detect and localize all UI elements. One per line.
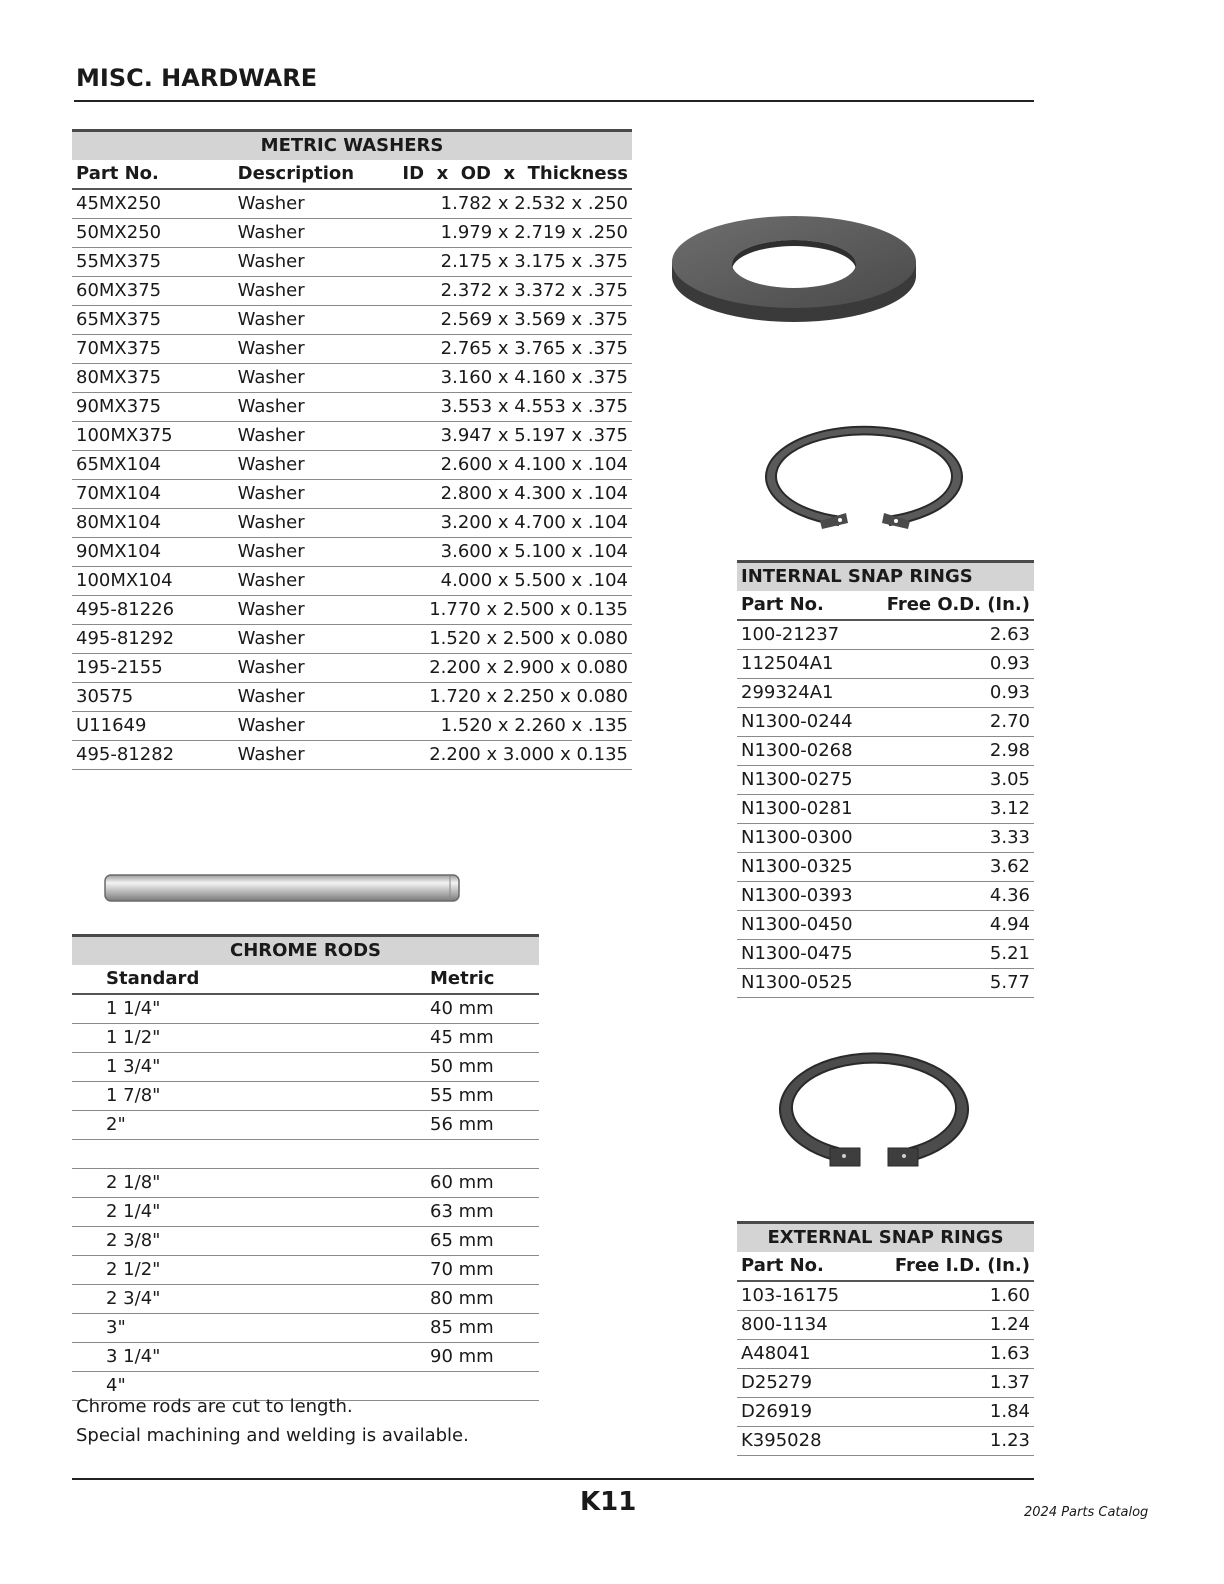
table-cell: 495-81292 — [72, 625, 234, 654]
table-cell: 4.94 — [868, 911, 1034, 940]
table-cell: 1.770 x 2.500 x 0.135 — [398, 596, 632, 625]
table-cell: 1 1/4" — [72, 994, 426, 1024]
column-header-part-no: Part No. — [737, 1252, 863, 1281]
table-cell: 3.12 — [868, 795, 1034, 824]
table-row — [72, 219, 632, 248]
table-row — [737, 882, 1034, 911]
table-row — [737, 1427, 1034, 1456]
title-divider — [74, 100, 1034, 102]
table-cell: A48041 — [737, 1340, 863, 1369]
table-row — [72, 480, 632, 509]
column-header-metric: Metric — [426, 965, 539, 994]
table-cell: Washer — [234, 596, 399, 625]
table-cell: Washer — [234, 712, 399, 741]
internal-snap-rings-table — [737, 560, 1034, 998]
table-cell: 2 1/8" — [72, 1169, 426, 1198]
chrome-rods-note: Special machining and welding is available. — [76, 1425, 469, 1446]
table-cell: 65MX104 — [72, 451, 234, 480]
table-cell: N1300-0325 — [737, 853, 868, 882]
table-row — [737, 620, 1034, 650]
table-cell: 299324A1 — [737, 679, 868, 708]
table-cell: Washer — [234, 248, 399, 277]
table-cell: 100-21237 — [737, 620, 868, 650]
table-cell: Washer — [234, 335, 399, 364]
table-row — [737, 1311, 1034, 1340]
washer-image — [668, 210, 924, 330]
table-row — [72, 189, 632, 219]
table-cell: Washer — [234, 741, 399, 770]
table-cell: 3.553 x 4.553 x .375 — [398, 393, 632, 422]
table-cell: 3" — [72, 1314, 426, 1343]
table-cell: 80MX104 — [72, 509, 234, 538]
table-cell: 2.175 x 3.175 x .375 — [398, 248, 632, 277]
table-cell: Washer — [234, 189, 399, 219]
table-row — [72, 683, 632, 712]
table-cell: 3.160 x 4.160 x .375 — [398, 364, 632, 393]
table-cell: D26919 — [737, 1398, 863, 1427]
table-row — [72, 509, 632, 538]
table-cell: 1 1/2" — [72, 1024, 426, 1053]
table-cell: 2.200 x 3.000 x 0.135 — [398, 741, 632, 770]
table-row — [737, 1340, 1034, 1369]
table-row — [72, 1024, 539, 1053]
table-cell: 103-16175 — [737, 1281, 863, 1311]
table-cell: 100MX104 — [72, 567, 234, 596]
column-header-dimensions: ID x OD x Thickness — [398, 160, 632, 189]
table-cell: 65MX375 — [72, 306, 234, 335]
page-number: K11 — [580, 1487, 637, 1517]
table-row — [737, 737, 1034, 766]
table-cell: 80MX375 — [72, 364, 234, 393]
table-cell: 3 1/4" — [72, 1343, 426, 1372]
external-snap-ring-image — [772, 1050, 972, 1170]
table-cell: 4.36 — [868, 882, 1034, 911]
table-cell: 5.21 — [868, 940, 1034, 969]
table-row — [72, 248, 632, 277]
table-row — [72, 451, 632, 480]
table-cell: 495-81282 — [72, 741, 234, 770]
table-cell: 40 mm — [426, 994, 539, 1024]
table-row — [72, 1169, 539, 1198]
table-cell: 85 mm — [426, 1314, 539, 1343]
table-cell: 5.77 — [868, 969, 1034, 998]
table-cell: Washer — [234, 625, 399, 654]
table-cell: 1.782 x 2.532 x .250 — [398, 189, 632, 219]
table-cell: 3.05 — [868, 766, 1034, 795]
table-cell: 1.979 x 2.719 x .250 — [398, 219, 632, 248]
table-cell — [426, 1372, 539, 1401]
table-cell: Washer — [234, 538, 399, 567]
column-header-description: Description — [234, 160, 399, 189]
table-cell: N1300-0450 — [737, 911, 868, 940]
table-cell: 2.63 — [868, 620, 1034, 650]
table-cell: 1.37 — [863, 1369, 1034, 1398]
table-cell: 2.200 x 2.900 x 0.080 — [398, 654, 632, 683]
column-header-part-no: Part No. — [737, 591, 868, 620]
table-cell: 112504A1 — [737, 650, 868, 679]
table-row — [72, 994, 539, 1024]
table-cell: 70 mm — [426, 1256, 539, 1285]
table-row — [72, 306, 632, 335]
table-row — [72, 1314, 539, 1343]
table-cell: 3.200 x 4.700 x .104 — [398, 509, 632, 538]
table-row — [737, 679, 1034, 708]
table-cell: Washer — [234, 480, 399, 509]
table-cell: 60MX375 — [72, 277, 234, 306]
table-cell: Washer — [234, 451, 399, 480]
table-cell: 2.70 — [868, 708, 1034, 737]
chrome-rod-image — [100, 870, 466, 906]
table-row — [72, 335, 632, 364]
chrome-rods-title: CHROME RODS — [72, 936, 539, 966]
table-cell: 4.000 x 5.500 x .104 — [398, 567, 632, 596]
table-cell: 3.600 x 5.100 x .104 — [398, 538, 632, 567]
table-cell: 2.372 x 3.372 x .375 — [398, 277, 632, 306]
table-cell: 45MX250 — [72, 189, 234, 219]
table-cell: Washer — [234, 277, 399, 306]
table-row — [737, 1281, 1034, 1311]
table-row — [737, 1369, 1034, 1398]
table-row — [72, 1053, 539, 1082]
table-row — [737, 708, 1034, 737]
table-row — [72, 1227, 539, 1256]
table-cell: 65 mm — [426, 1227, 539, 1256]
table-cell: 195-2155 — [72, 654, 234, 683]
table-cell: 70MX104 — [72, 480, 234, 509]
table-row — [72, 1343, 539, 1372]
table-row — [72, 538, 632, 567]
table-cell: Washer — [234, 422, 399, 451]
table-row — [72, 1082, 539, 1111]
table-row — [737, 795, 1034, 824]
table-cell: 1.63 — [863, 1340, 1034, 1369]
table-cell: N1300-0275 — [737, 766, 868, 795]
table-row — [72, 1111, 539, 1140]
table-cell: 2" — [72, 1111, 426, 1140]
table-cell — [426, 1140, 539, 1169]
table-cell: N1300-0525 — [737, 969, 868, 998]
table-cell: Washer — [234, 509, 399, 538]
table-cell: 2.800 x 4.300 x .104 — [398, 480, 632, 509]
table-row — [72, 1140, 539, 1169]
external-snap-rings-table — [737, 1221, 1034, 1456]
internal-snap-rings-title: INTERNAL SNAP RINGS — [737, 562, 1034, 592]
table-cell: 2.765 x 3.765 x .375 — [398, 335, 632, 364]
table-cell: Washer — [234, 219, 399, 248]
table-cell: 4" — [72, 1372, 426, 1401]
table-row — [737, 766, 1034, 795]
table-cell: N1300-0475 — [737, 940, 868, 969]
table-cell: 55MX375 — [72, 248, 234, 277]
table-cell: 1.520 x 2.500 x 0.080 — [398, 625, 632, 654]
table-cell: 55 mm — [426, 1082, 539, 1111]
table-cell: N1300-0393 — [737, 882, 868, 911]
table-row — [72, 596, 632, 625]
table-cell: Washer — [234, 683, 399, 712]
column-header-free-od: Free O.D. (In.) — [868, 591, 1034, 620]
table-cell: 1.520 x 2.260 x .135 — [398, 712, 632, 741]
table-row — [737, 911, 1034, 940]
table-row — [737, 853, 1034, 882]
table-row — [72, 1198, 539, 1227]
table-cell: 3.33 — [868, 824, 1034, 853]
table-cell: 1.720 x 2.250 x 0.080 — [398, 683, 632, 712]
table-row — [737, 1398, 1034, 1427]
table-cell: 2 1/2" — [72, 1256, 426, 1285]
table-cell: U11649 — [72, 712, 234, 741]
table-row — [72, 654, 632, 683]
table-row — [72, 277, 632, 306]
table-cell: 1.84 — [863, 1398, 1034, 1427]
table-cell: 90MX104 — [72, 538, 234, 567]
table-cell: 56 mm — [426, 1111, 539, 1140]
table-row — [72, 625, 632, 654]
table-cell: 0.93 — [868, 679, 1034, 708]
page-title: MISC. HARDWARE — [76, 64, 318, 92]
chrome-rods-note: Chrome rods are cut to length. — [76, 1396, 353, 1417]
metric-washers-table — [72, 129, 632, 770]
table-cell: 90 mm — [426, 1343, 539, 1372]
table-cell: 1.60 — [863, 1281, 1034, 1311]
table-cell: 60 mm — [426, 1169, 539, 1198]
table-row — [737, 969, 1034, 998]
table-row — [72, 1256, 539, 1285]
table-cell: 2.98 — [868, 737, 1034, 766]
table-cell: Washer — [234, 364, 399, 393]
table-cell: 30575 — [72, 683, 234, 712]
column-header-free-id: Free I.D. (In.) — [863, 1252, 1034, 1281]
external-snap-rings-title: EXTERNAL SNAP RINGS — [737, 1223, 1034, 1253]
table-cell: 2.569 x 3.569 x .375 — [398, 306, 632, 335]
table-cell: 0.93 — [868, 650, 1034, 679]
table-cell: 50 mm — [426, 1053, 539, 1082]
table-cell: 2 3/8" — [72, 1227, 426, 1256]
table-cell: N1300-0244 — [737, 708, 868, 737]
table-row — [72, 393, 632, 422]
table-cell: 1.23 — [863, 1427, 1034, 1456]
table-row — [72, 1285, 539, 1314]
column-header-part-no: Part No. — [72, 160, 234, 189]
table-row — [737, 824, 1034, 853]
metric-washers-title: METRIC WASHERS — [72, 131, 632, 161]
table-row — [737, 940, 1034, 969]
table-row — [72, 422, 632, 451]
column-header-standard: Standard — [72, 965, 426, 994]
table-row — [72, 741, 632, 770]
table-row — [72, 567, 632, 596]
table-row — [737, 650, 1034, 679]
table-cell: 3.62 — [868, 853, 1034, 882]
table-cell: N1300-0281 — [737, 795, 868, 824]
table-cell: N1300-0300 — [737, 824, 868, 853]
table-cell: Washer — [234, 393, 399, 422]
table-cell: 90MX375 — [72, 393, 234, 422]
table-cell: 80 mm — [426, 1285, 539, 1314]
table-row — [72, 364, 632, 393]
table-cell: 2 3/4" — [72, 1285, 426, 1314]
table-cell: D25279 — [737, 1369, 863, 1398]
table-cell: 1.24 — [863, 1311, 1034, 1340]
table-cell: N1300-0268 — [737, 737, 868, 766]
table-row — [72, 712, 632, 741]
table-cell: Washer — [234, 567, 399, 596]
table-cell: 70MX375 — [72, 335, 234, 364]
catalog-label: 2024 Parts Catalog — [1024, 1505, 1149, 1520]
table-cell: 1 3/4" — [72, 1053, 426, 1082]
footer-divider — [72, 1478, 1034, 1480]
table-cell: Washer — [234, 306, 399, 335]
table-cell: 45 mm — [426, 1024, 539, 1053]
table-cell: 1 7/8" — [72, 1082, 426, 1111]
table-cell: 100MX375 — [72, 422, 234, 451]
internal-snap-ring-image — [760, 425, 980, 545]
table-cell: 2.600 x 4.100 x .104 — [398, 451, 632, 480]
chrome-rods-table — [72, 934, 539, 1401]
table-cell: 2 1/4" — [72, 1198, 426, 1227]
table-cell: Washer — [234, 654, 399, 683]
table-cell: 800-1134 — [737, 1311, 863, 1340]
table-cell — [72, 1140, 426, 1169]
table-cell: 3.947 x 5.197 x .375 — [398, 422, 632, 451]
table-cell: K395028 — [737, 1427, 863, 1456]
table-cell: 495-81226 — [72, 596, 234, 625]
table-cell: 50MX250 — [72, 219, 234, 248]
table-cell: 63 mm — [426, 1198, 539, 1227]
